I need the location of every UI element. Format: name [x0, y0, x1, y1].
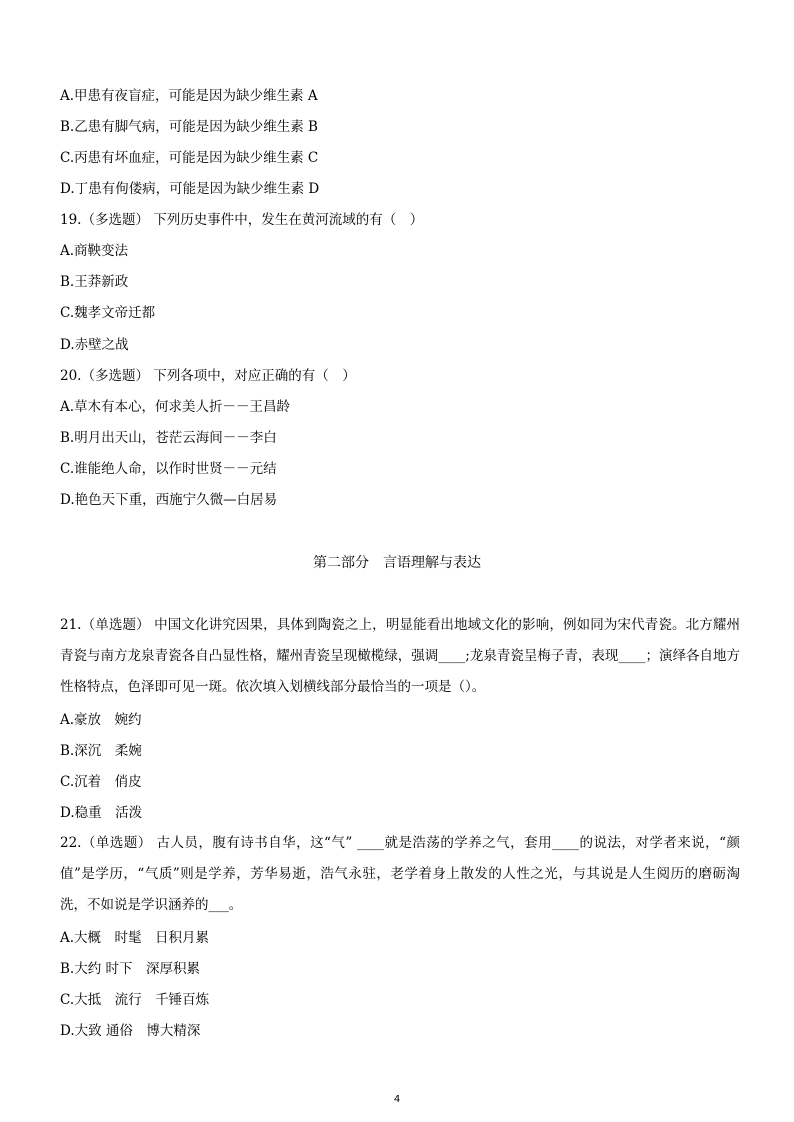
option-b: B.乙患有脚气病，可能是因为缺少维生素 B — [60, 119, 318, 135]
section-title: 第二部分 言语理解与表达 — [313, 555, 481, 571]
option-b: B.深沉 柔婉 — [60, 743, 142, 759]
option-c: C.谁能绝人命，以作时世贤－－元结 — [60, 461, 277, 477]
option-c: C.魏孝文帝迁都 — [60, 305, 156, 321]
option-a: A.草木有本心，何求美人折－－王昌龄 — [60, 399, 291, 415]
option-c: C.大抵 流行 千锤百炼 — [60, 992, 210, 1008]
option-a: A.大概 时髦 日积月累 — [60, 930, 210, 946]
option-b: B.大约 时下 深厚积累 — [60, 961, 201, 977]
option-d: D.赤壁之战 — [60, 337, 129, 353]
question-stem: 22.（单选题） 古人员，腹有诗书自华，这“气” ____就是浩荡的学养之气，套用____的说法，对学者来说，“颜值”是学历，“气质”则是学养，芳华易逝，浩气永驻，老学着身上散发的人性之光，与其说是人生阅历的磨砺淘洗，不如说是学识涵养的___。 — [60, 835, 740, 913]
question-stem: 19.（多选题） 下列历史事件中，发生在黄河流域的有（ ） — [60, 212, 424, 228]
question-stem: 21.（单选题） 中国文化讲究因果，具体到陶瓷之上，明显能看出地域文化的影响，例如同为宋代青瓷。北方耀州青瓷与南方龙泉青瓷各自凸显性格，耀州青瓷呈现橄榄绿，强调____;龙泉青瓷呈梅子青，表现____；演绎各自地方性格特点，色泽即可见一斑。依次填入划横线部分最恰当的一项是（）。 — [60, 617, 740, 695]
option-a: A.商鞅变法 — [60, 243, 129, 259]
option-d: D.艳色天下重，西施宁久微—白居易 — [60, 492, 278, 508]
question-stem: 20.（多选题） 下列各项中，对应正确的有（ ） — [60, 368, 356, 384]
option-d: D.丁患有佝偻病，可能是因为缺少维生素 D — [60, 181, 320, 197]
page-number: 4 — [393, 1094, 401, 1105]
option-b: B.明月出天山，苍茫云海间－－李白 — [60, 430, 277, 446]
option-d: D.稳重 活泼 — [60, 805, 143, 821]
option-a: A.甲患有夜盲症，可能是因为缺少维生素 A — [60, 88, 318, 104]
option-a: A.豪放 婉约 — [60, 712, 142, 728]
option-c: C.沉着 俏皮 — [60, 774, 142, 790]
option-d: D.大致 通俗 博大精深 — [60, 1023, 201, 1039]
option-b: B.王莽新政 — [60, 274, 129, 290]
option-c: C.丙患有坏血症，可能是因为缺少维生素 C — [60, 150, 319, 166]
